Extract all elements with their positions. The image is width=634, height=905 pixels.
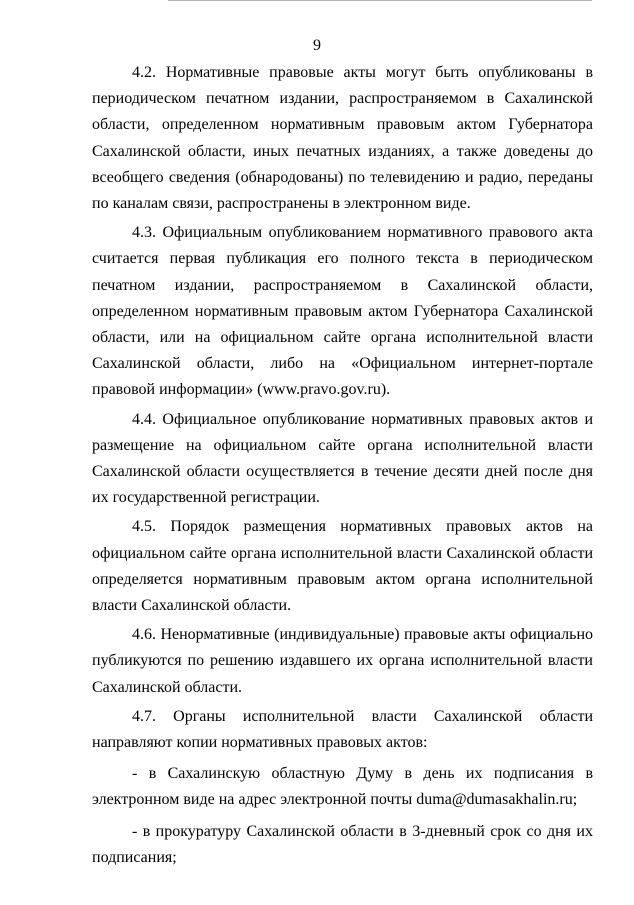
paragraph-4-2: 4.2. Нормативные правовые акты могут быть опубликованы в периодическом печатном издании, распространяемом в Сахалинской области, определенном нормативным правовым актом Губернатора Сахалинской области, иных печатных изданиях, а также доведены до всеобщего сведения (обнародованы) по телевидению и радио, переданы по каналам связи, распространены в электронном виде. [92,64,593,213]
paragraph-4-6: 4.6. Ненормативные (индивидуальные) правовые акты официально публикуются по решению издавшего их органа исполнительной власти Сахалинской области. [92,626,593,696]
paragraph-4-7: 4.7. Органы исполнительной власти Сахалинской области направляют копии нормативных правовых актов: [92,707,593,752]
header-rule [168,0,592,1]
paragraph-4-5: 4.5. Порядок размещения нормативных правовых актов на официальном сайте органа исполнительной власти Сахалинской области определяется нормативным правовым актом органа исполнительной власти Сахалинской области. [92,518,593,615]
page-number: 9 [313,37,321,54]
document-body [92,60,593,871]
paragraph-4-3: 4.3. Официальным опубликованием нормативного правового акта считается первая публикация его полного текста в периодическом печатном издании, распространяемом в Сахалинской области, определенном нормативным правовым актом Губернатора Сахалинской области, или на официальном сайте органа исполнительной власти Сахалинской области, либо на «Официальном интернет-портале правовой информации» (www.pravo.gov.ru). [92,224,593,399]
paragraph-4-4: 4.4. Официальное опубликование нормативных правовых актов и размещение на официальном сайте органа исполнительной власти Сахалинской области осуществляется в течение десяти дней после дня их государственной регистрации. [92,410,593,507]
list-item-duma: - в Сахалинскую областную Думу в день их подписания в электронном виде на адрес электронной почты duma@dumasakhalin.ru; [92,765,593,809]
list-item-prosecutor: - в прокуратуру Сахалинской области в 3-дневный срок со дня их подписания; [92,822,593,866]
